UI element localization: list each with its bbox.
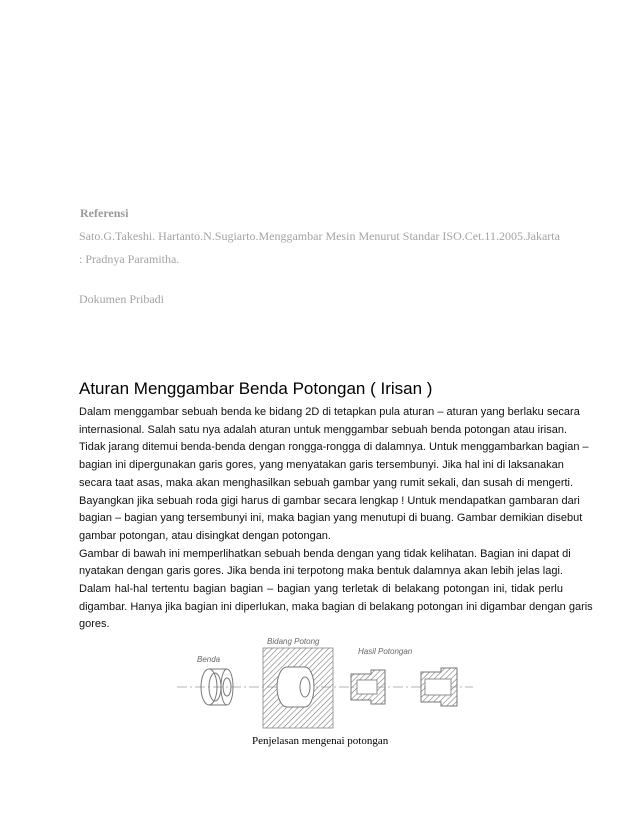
body-line: nyatakan dengan garis gores. Jika benda ini terpotong maka bentuk dalamnya akan lebih jelas lagi. [79,565,563,578]
reference-line-1: Sato.G.Takeshi. Hartanto.N.Sugiarto.Menggambar Mesin Menurut Standar ISO.Cet.11.2005.Jakarta [79,229,560,243]
body-line: digambar. Hanya jika bagian ini diperlukan, maka bagian di belakang potongan ini digambar dengan garis [79,600,593,613]
body-line: Tidak jarang ditemui benda-benda dengan rongga-rongga di dalamnya. Untuk menggambarkan bagian – [79,441,589,454]
section-view-figure [175,632,475,732]
article-body [79,404,593,634]
body-line: secara taat asas, maka akan menghasilkan sebuah gambar yang rumit sekali, dan susah di mengerti. [79,476,574,489]
reference-doc: Dokumen Pribadi [79,292,164,306]
label-benda: Benda [197,655,221,664]
body-line: bagian ini dipergunakan garis gores, yang menyatakan garis tersembunyi. Jika hal ini di laksanakan [79,459,564,472]
body-line: Dalam hal-hal tertentu bagian bagian – bagian yang terletak di belakang potongan ini, tidak perlu [79,583,563,596]
bidang-potong-drawing [263,648,333,728]
body-line: bagian – bagian yang tersembunyi ini, maka bagian yang menutupi di buang. Gambar demikian disebut [79,512,583,525]
references-block [79,206,569,269]
body-line: internasional. Salah satu nya adalah aturan untuk menggambar sebuah benda potongan atau irisan. [79,423,568,436]
label-bidang-potong: Bidang Potong [267,637,320,646]
body-line: Dalam menggambar sebuah benda ke bidang 2D di tetapkan pula aturan – aturan yang berlaku secara [79,406,580,418]
hasil-potongan-drawing [351,668,457,706]
figure-caption: Penjelasan mengenai potongan [252,735,389,747]
label-hasil-potongan: Hasil Potongan [358,647,413,656]
reference-line-2: : Pradnya Paramitha. [79,252,180,266]
references-title: Referensi [80,206,129,220]
article-heading: Aturan Menggambar Benda Potongan ( Irisan ) [79,379,433,398]
body-line: Gambar di bawah ini memperlihatkan sebuah benda dengan yang tidak kelihatan. Bagian ini dapat di [79,547,571,560]
body-line: gores. [79,618,110,631]
body-line: Bayangkan jika sebuah roda gigi harus di gambar secara lengkap ! Untuk mendapatkan gambaran dari [79,494,580,507]
benda-drawing [201,669,233,705]
body-line: gambar potongan, atau disingkat dengan potongan. [79,529,331,542]
